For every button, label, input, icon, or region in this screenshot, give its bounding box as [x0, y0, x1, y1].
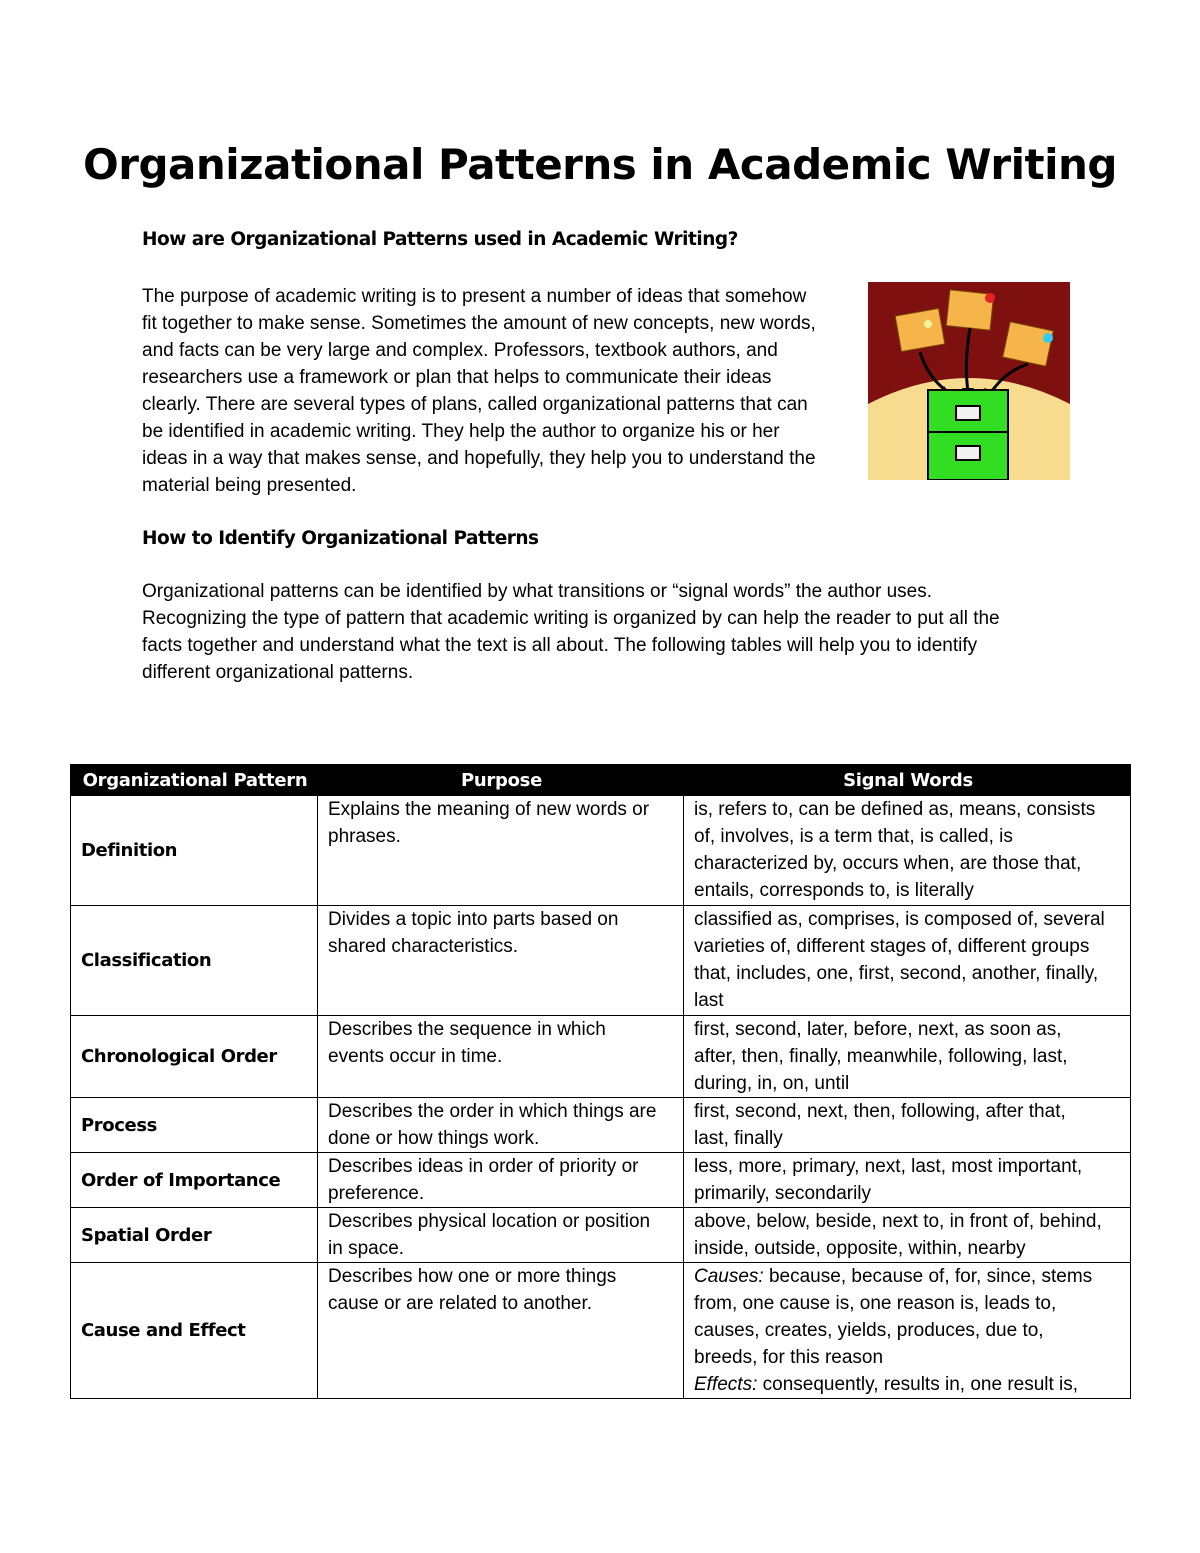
- cell-line: in space.: [328, 1238, 405, 1259]
- pattern-name: Order of Importance: [71, 1153, 318, 1208]
- paragraph-line: and facts can be very large and complex. Professors, textbook authors, and: [142, 340, 778, 361]
- cell-line: shared characteristics.: [328, 936, 519, 957]
- purpose-cell: [318, 1208, 684, 1263]
- pattern-name: Process: [71, 1098, 318, 1153]
- purpose-cell: [318, 906, 684, 1016]
- cell-line: Describes the sequence in which: [328, 1019, 606, 1040]
- signal-words-cell: [684, 1208, 1131, 1263]
- cell-line: cause or are related to another.: [328, 1293, 593, 1314]
- cell-line: preference.: [328, 1183, 425, 1204]
- table-row: [71, 1263, 1131, 1399]
- paragraph-line: different organizational patterns.: [142, 662, 414, 683]
- paragraph-line: fit together to make sense. Sometimes the amount of new concepts, new words,: [142, 313, 816, 334]
- cell-line: classified as, comprises, is composed of, several: [694, 909, 1105, 930]
- paragraph-line: clearly. There are several types of plans, called organizational patterns that can: [142, 394, 808, 415]
- cell-line: varieties of, different stages of, different groups: [694, 936, 1090, 957]
- signal-words-cell: [684, 1263, 1131, 1399]
- paragraph-line: ideas in a way that makes sense, and hopefully, they help you to understand the: [142, 448, 816, 469]
- table-row: [71, 906, 1131, 1016]
- cell-line: above, below, beside, next to, in front of, behind,: [694, 1211, 1102, 1232]
- paragraph-line: The purpose of academic writing is to present a number of ideas that somehow: [142, 286, 807, 307]
- cell-line: Explains the meaning of new words or: [328, 799, 650, 820]
- table-row: [71, 1016, 1131, 1098]
- column-header-purpose: Purpose: [318, 765, 684, 796]
- cell-line: that, includes, one, first, second, another, finally,: [694, 963, 1099, 984]
- cell-line: phrases.: [328, 826, 401, 847]
- pin-icon: [985, 293, 995, 303]
- cell-line: consequently, results in, one result is,: [757, 1374, 1079, 1395]
- table-row: [71, 1208, 1131, 1263]
- cell-line: inside, outside, opposite, within, nearby: [694, 1238, 1026, 1259]
- signal-words-cell: [684, 1098, 1131, 1153]
- cabinet-icon: [928, 390, 1008, 480]
- cell-line: last, finally: [694, 1128, 783, 1149]
- cell-line: done or how things work.: [328, 1128, 540, 1149]
- cell-line: Describes ideas in order of priority or: [328, 1156, 639, 1177]
- paragraph-line: Organizational patterns can be identified by what transitions or “signal words” the author uses.: [142, 581, 932, 602]
- cell-line: Describes the order in which things are: [328, 1101, 657, 1122]
- pin-icon: [924, 320, 932, 328]
- table-row: [71, 796, 1131, 906]
- purpose-cell: [318, 1263, 684, 1399]
- cell-line: last: [694, 990, 724, 1011]
- column-header-pattern: Organizational Pattern: [71, 765, 318, 796]
- purpose-cell: [318, 1098, 684, 1153]
- purpose-cell: [318, 796, 684, 906]
- effects-label: Effects:: [694, 1374, 758, 1395]
- paragraph-line: be identified in academic writing. They help the author to organize his or her: [142, 421, 780, 442]
- file-cabinet-illustration: [868, 282, 1070, 480]
- cell-line: characterized by, occurs when, are those that,: [694, 853, 1082, 874]
- cell-line: primarily, secondarily: [694, 1183, 872, 1204]
- cell-line: is, refers to, can be defined as, means, consists: [694, 799, 1096, 820]
- drawer-handle-icon: [956, 406, 980, 420]
- cell-line: from, one cause is, one reason is, leads to,: [694, 1293, 1057, 1314]
- cell-line: breeds, for this reason: [694, 1347, 884, 1368]
- pattern-name: Classification: [71, 906, 318, 1016]
- pin-icon: [1043, 333, 1053, 343]
- intro-paragraph: [142, 283, 816, 499]
- purpose-cell: [318, 1016, 684, 1098]
- purpose-cell: [318, 1153, 684, 1208]
- pattern-name: Spatial Order: [71, 1208, 318, 1263]
- paragraph-line: material being presented.: [142, 475, 357, 496]
- cell-line: less, more, primary, next, last, most important,: [694, 1156, 1083, 1177]
- pattern-name: Chronological Order: [71, 1016, 318, 1098]
- signal-words-cell: [684, 1153, 1131, 1208]
- cell-line: Divides a topic into parts based on: [328, 909, 619, 930]
- table-row: [71, 1098, 1131, 1153]
- page-title: Organizational Patterns in Academic Writing: [83, 140, 1117, 189]
- paragraph-line: researchers use a framework or plan that helps to communicate their ideas: [142, 367, 772, 388]
- cell-line: of, involves, is a term that, is called, is: [694, 826, 1013, 847]
- organizational-patterns-table: [70, 764, 1131, 1399]
- cell-line: because, because of, for, since, stems: [763, 1266, 1093, 1287]
- paragraph-line: facts together and understand what the text is all about. The following tables will help you to identify: [142, 635, 978, 656]
- paragraph-line: Recognizing the type of pattern that academic writing is organized by can help the reader to put all the: [142, 608, 1000, 629]
- cell-line: Describes how one or more things: [328, 1266, 617, 1287]
- cell-line: first, second, next, then, following, after that,: [694, 1101, 1066, 1122]
- table-header-row: [71, 765, 1131, 796]
- cell-line: Describes physical location or position: [328, 1211, 651, 1232]
- column-header-signal-words: Signal Words: [684, 765, 1131, 796]
- section-heading-identify: How to Identify Organizational Patterns: [142, 528, 539, 549]
- pattern-name: Definition: [71, 796, 318, 906]
- section-heading-usage: How are Organizational Patterns used in Academic Writing?: [142, 229, 738, 250]
- sticky-note-icon: [895, 308, 945, 351]
- causes-label: Causes:: [694, 1266, 764, 1287]
- table-row: [71, 1153, 1131, 1208]
- cell-line: causes, creates, yields, produces, due to,: [694, 1320, 1044, 1341]
- signal-words-cell: [684, 796, 1131, 906]
- cell-line: during, in, on, until: [694, 1073, 850, 1094]
- cell-line: after, then, finally, meanwhile, following, last,: [694, 1046, 1068, 1067]
- drawer-handle-icon: [956, 446, 980, 460]
- cell-line: first, second, later, before, next, as soon as,: [694, 1019, 1062, 1040]
- signal-words-cell: [684, 906, 1131, 1016]
- cell-line: entails, corresponds to, is literally: [694, 880, 974, 901]
- cell-line: events occur in time.: [328, 1046, 503, 1067]
- signal-words-cell: [684, 1016, 1131, 1098]
- identify-paragraph: [142, 578, 1000, 686]
- pattern-name: Cause and Effect: [71, 1263, 318, 1399]
